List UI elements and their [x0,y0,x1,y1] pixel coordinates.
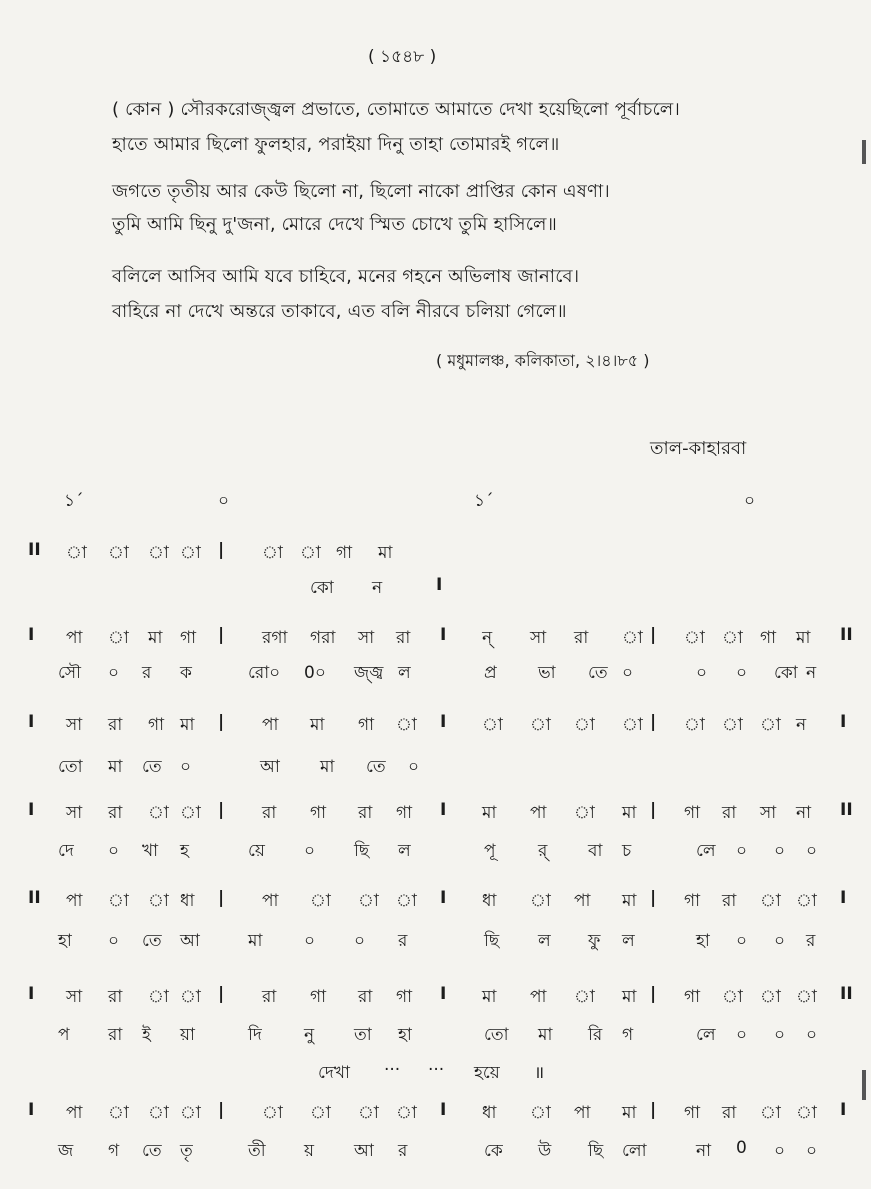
notation-note-row [0,800,871,830]
bar-line: I [840,888,847,908]
tala-label: তাল-কাহারবা [650,438,747,459]
syllable-cell: ফু [588,931,601,951]
syllable-cell: মা [538,1025,553,1045]
syllable-cell: র [398,1141,408,1161]
syllable-cell: ০ [180,757,192,777]
beat-marker: ০ [218,491,230,511]
note-cell: া [180,987,201,1007]
note-cell: া [796,987,817,1007]
syllable-cell: ০ [736,841,748,861]
syllable-cell: ছি [588,1141,604,1161]
syllable-cell: লে [696,1025,716,1045]
note-cell: া [722,628,743,648]
note-cell: া [530,1103,551,1123]
syllable-cell: তে [142,931,162,951]
note-cell: গা [310,987,327,1007]
note-cell: গা [760,628,777,648]
syllable-cell: দি [248,1025,262,1045]
notation-note-row [0,888,871,918]
note-cell: পা [574,891,591,911]
syllable-cell: ০ [108,663,120,683]
lyric-line: হাতে আমার ছিলো ফুলহার, পরাইয়া দিনু তাহা তোমারই গলে॥ [112,134,560,155]
note-cell: সা [66,803,83,823]
notation-syllable-row [0,1022,871,1052]
note-cell: মা [310,715,325,735]
syllable-cell: ··· [428,1060,445,1080]
bar-line: I [28,712,35,732]
note-cell: মা [148,628,163,648]
syllable-cell: মা [108,757,123,777]
note-cell: গা [396,987,413,1007]
note-cell: গা [684,1103,701,1123]
bar-line: | [218,712,225,732]
syllable-cell: রা [108,1025,123,1045]
syllable-cell: লো [622,1141,647,1161]
syllable-cell: ০ [736,1025,748,1045]
note-cell: া [684,715,705,735]
note-cell: মা [482,803,497,823]
syllable-cell: ছি [484,931,500,951]
note-cell: া [760,987,781,1007]
bar-line: | [650,1100,657,1120]
note-cell: ধা [482,891,497,911]
syllable-cell: কো [310,578,334,598]
syllable-cell: হ [180,841,189,861]
syllable-cell: ছি [354,841,370,861]
syllable-cell: তো [484,1025,509,1045]
note-cell: রা [722,1103,737,1123]
note-cell: া [684,628,705,648]
syllable-cell: মা [248,931,263,951]
syllable-cell: বা [588,841,603,861]
syllable-cell: ০ [696,663,708,683]
bar-line: I [28,800,35,820]
note-cell: গরা [310,628,336,648]
note-cell: ন্ [482,628,493,648]
note-cell: মা [622,1103,637,1123]
note-cell: সা [530,628,547,648]
syllable-cell: য়ে [248,841,265,861]
note-cell: া [148,891,169,911]
bar-line: II [840,625,853,645]
syllable-cell: কো [774,663,798,683]
syllable-cell: দে [58,841,74,861]
note-cell: া [310,1103,331,1123]
page-number: ( ১৫৪৮ ) [368,47,437,67]
notation-syllable-row [0,838,871,868]
syllable-cell: ল [622,931,635,951]
bar-line: II [28,540,41,560]
note-cell: া [396,1103,417,1123]
syllable-cell: ০ [774,1141,786,1161]
syllable-cell: তা [354,1025,372,1045]
note-cell: া [760,891,781,911]
syllable-cell: জ্জ্ব [354,663,384,683]
syllable-cell: ল [398,663,411,683]
syllable-cell: হয়ে [474,1063,500,1083]
syllable-cell: ০ [736,931,748,951]
syllable-cell: র [142,663,152,683]
notation-syllable-row [0,754,871,784]
note-cell: মা [482,987,497,1007]
note-cell: া [622,715,643,735]
syllable-cell: ০ [354,931,366,951]
bar-line: | [218,625,225,645]
note-cell: গা [180,628,197,648]
note-cell: সা [66,715,83,735]
note-cell: া [180,1103,201,1123]
syllable-cell: ০ [806,1025,818,1045]
syllable-cell: গ [108,1141,120,1161]
note-cell: া [108,543,129,563]
syllable-cell: ০ [108,931,120,951]
note-cell: া [396,715,417,735]
syllable-cell: হা [696,931,710,951]
syllable-cell: ল [398,841,411,861]
note-cell: া [148,543,169,563]
notation-syllable-row [0,660,871,690]
bar-line: | [650,800,657,820]
lyric-line: বলিলে আসিব আমি যবে চাহিবে, মনের গহনে অভিলাষ জানাবে। [112,266,580,287]
note-cell: া [396,891,417,911]
syllable-cell: নু [304,1025,315,1045]
syllable-cell: প্র [484,663,497,683]
note-cell: পা [66,1103,83,1123]
bar-line: I [28,625,35,645]
scan-edge-mark [862,1070,866,1100]
note-cell: রা [262,803,277,823]
note-cell: ধা [180,891,195,911]
note-cell: গা [396,803,413,823]
note-cell: া [574,987,595,1007]
note-cell: পা [66,628,83,648]
syllable-cell: র [806,931,816,951]
note-cell: া [300,543,321,563]
syllable-cell: তে [366,757,386,777]
syllable-cell: ০ [622,663,634,683]
note-cell: না [796,803,812,823]
syllable-cell: তৃ [180,1141,193,1161]
syllable-cell: ক [180,663,192,683]
note-cell: া [148,1103,169,1123]
syllable-cell: আ [180,931,200,951]
note-cell: গা [148,715,165,735]
note-cell: পা [262,715,279,735]
note-cell: া [180,803,201,823]
notation-syllable-row [0,575,871,605]
notation-note-row [0,984,871,1014]
syllable-cell: য়া [180,1025,195,1045]
syllable-cell: ০ [806,841,818,861]
syllable-cell: ০ [304,841,316,861]
bar-line: II [840,800,853,820]
note-cell: রা [722,891,737,911]
syllable-cell: চ [622,841,632,861]
syllable-cell: আ [260,757,280,777]
note-cell: গা [336,543,353,563]
note-cell: া [722,987,743,1007]
note-cell: রা [396,628,411,648]
syllable-cell: ০ [736,663,748,683]
syllable-cell: দেখা [318,1063,350,1083]
note-cell: রা [358,987,373,1007]
note-cell: মা [622,803,637,823]
note-cell: রা [108,715,123,735]
syllable-cell: ০ [774,841,786,861]
syllable-cell: লে [696,841,716,861]
lyric-line: তুমি আমি ছিনু দু'জনা, মোরে দেখে স্মিত চোখে তুমি হাসিলে॥ [112,214,557,235]
bar-line: | [218,540,225,560]
note-cell: রা [574,628,589,648]
note-cell: া [262,1103,283,1123]
notation-note-row [0,540,871,570]
note-cell: রা [108,987,123,1007]
note-cell: পা [262,891,279,911]
note-cell: ধা [482,1103,497,1123]
syllable-cell: প [58,1025,70,1045]
syllable-cell: র [398,931,408,951]
syllable-cell: ই [142,1025,151,1045]
note-cell: া [310,891,331,911]
syllable-cell: উ [538,1141,552,1161]
bar-line: I [440,712,447,732]
note-cell: রা [358,803,373,823]
notation-note-row [0,1100,871,1130]
note-cell: সা [760,803,777,823]
syllable-cell: ০ [408,757,420,777]
bar-line: | [650,712,657,732]
syllable-cell: হা [398,1025,412,1045]
bar-line: | [650,888,657,908]
syllable-cell: ভা [538,663,556,683]
bar-line: I [28,1100,35,1120]
bar-line: | [218,984,225,1004]
syllable-cell: ॥ [534,1063,545,1083]
syllable-cell: তো [58,757,83,777]
note-cell: া [482,715,503,735]
note-cell: মা [180,715,195,735]
syllable-cell: হা [58,931,72,951]
bar-line: I [840,1100,847,1120]
bar-line: I [440,984,447,1004]
source-credit: ( মধুমালঞ্চ, কলিকাতা, ২।৪।৮৫ ) [436,351,650,370]
syllable-cell: রি [588,1025,603,1045]
syllable-cell: জ [58,1141,74,1161]
note-cell: া [108,628,129,648]
note-cell: রা [262,987,277,1007]
note-cell: মা [622,891,637,911]
syllable-cell: তে [142,1141,162,1161]
note-cell: পা [530,987,547,1007]
note-cell: গা [684,803,701,823]
bar-line: | [218,1100,225,1120]
syllable-cell: না [696,1141,712,1161]
syllable-cell: য় [304,1141,315,1161]
lyric-line: ( কোন ) সৌরকরোজ্জ্বল প্রভাতে, তোমাতে আমাতে দেখা হয়েছিলো পূর্বাচলে। [112,99,680,120]
notation-syllable-row [0,1060,871,1090]
note-cell: সা [358,628,375,648]
note-cell: া [108,1103,129,1123]
note-cell: া [796,891,817,911]
note-cell: া [574,715,595,735]
bar-line: II [28,888,41,908]
beat-marker: ১´ [474,491,494,511]
note-cell: রা [108,803,123,823]
note-cell: মা [622,987,637,1007]
syllable-cell: ০ [304,931,316,951]
notation-syllable-row [0,1138,871,1168]
bar-line: I [436,575,443,595]
syllable-cell: গ [622,1025,634,1045]
syllable-cell: আ [354,1141,374,1161]
note-cell: গা [684,891,701,911]
note-cell: গা [310,803,327,823]
note-cell: া [530,715,551,735]
beat-marker: ০ [744,491,756,511]
note-cell: া [358,891,379,911]
syllable-cell: তে [142,757,162,777]
note-cell: া [148,987,169,1007]
note-cell: া [66,543,87,563]
syllable-cell: ল [538,931,551,951]
bar-line: I [840,712,847,732]
note-cell: মা [796,628,811,648]
beat-marker: ১´ [64,491,84,511]
syllable-cell: ০ [774,931,786,951]
notation-note-row [0,712,871,742]
note-cell: মা [378,543,393,563]
note-cell: ন [796,715,807,735]
lyric-line: বাহিরে না দেখে অন্তরে তাকাবে, এত বলি নীরবে চলিয়া গেলে॥ [112,301,567,322]
syllable-cell: রো০ [248,663,281,683]
syllable-cell: ০ [806,1141,818,1161]
bar-line: | [650,625,657,645]
note-cell: গা [358,715,375,735]
note-cell: পা [574,1103,591,1123]
syllable-cell: 0 [736,1138,747,1158]
note-cell: া [760,715,781,735]
syllable-cell: সৌ [58,663,81,683]
note-cell: া [760,1103,781,1123]
syllable-cell: 0০ [304,663,326,683]
note-cell: া [530,891,551,911]
bar-line: I [440,1100,447,1120]
note-cell: া [722,715,743,735]
syllable-cell: তে [588,663,608,683]
syllable-cell: ন [806,663,817,683]
note-cell: া [108,891,129,911]
lyric-line: জগতে তৃতীয় আর কেউ ছিলো না, ছিলো নাকো প্রাপ্তির কোন এষণা। [112,181,610,202]
syllable-cell: ন [372,578,383,598]
note-cell: রা [722,803,737,823]
note-cell: া [358,1103,379,1123]
note-cell: সা [66,987,83,1007]
note-cell: রগা [262,628,288,648]
notation-note-row [0,625,871,655]
note-cell: া [574,803,595,823]
bar-line: I [440,625,447,645]
note-cell: া [148,803,169,823]
syllable-cell: র্ [538,841,548,861]
bar-line: I [28,984,35,1004]
bar-line: II [840,984,853,1004]
bar-line: | [650,984,657,1004]
syllable-cell: ··· [384,1060,401,1080]
note-cell: গা [684,987,701,1007]
syllable-cell: মা [320,757,335,777]
syllable-cell: খা [142,841,159,861]
syllable-cell: ০ [774,1025,786,1045]
note-cell: া [180,543,201,563]
note-cell: পা [530,803,547,823]
syllable-cell: তী [248,1141,266,1161]
bar-line: | [218,888,225,908]
note-cell: া [622,628,643,648]
note-cell: া [262,543,283,563]
syllable-cell: ০ [108,841,120,861]
bar-line: I [440,800,447,820]
notation-syllable-row [0,928,871,958]
note-cell: পা [66,891,83,911]
scan-edge-mark [862,140,866,164]
syllable-cell: কে [484,1141,503,1161]
note-cell: া [796,1103,817,1123]
bar-line: | [218,800,225,820]
syllable-cell: পূ [484,841,496,861]
bar-line: I [440,888,447,908]
